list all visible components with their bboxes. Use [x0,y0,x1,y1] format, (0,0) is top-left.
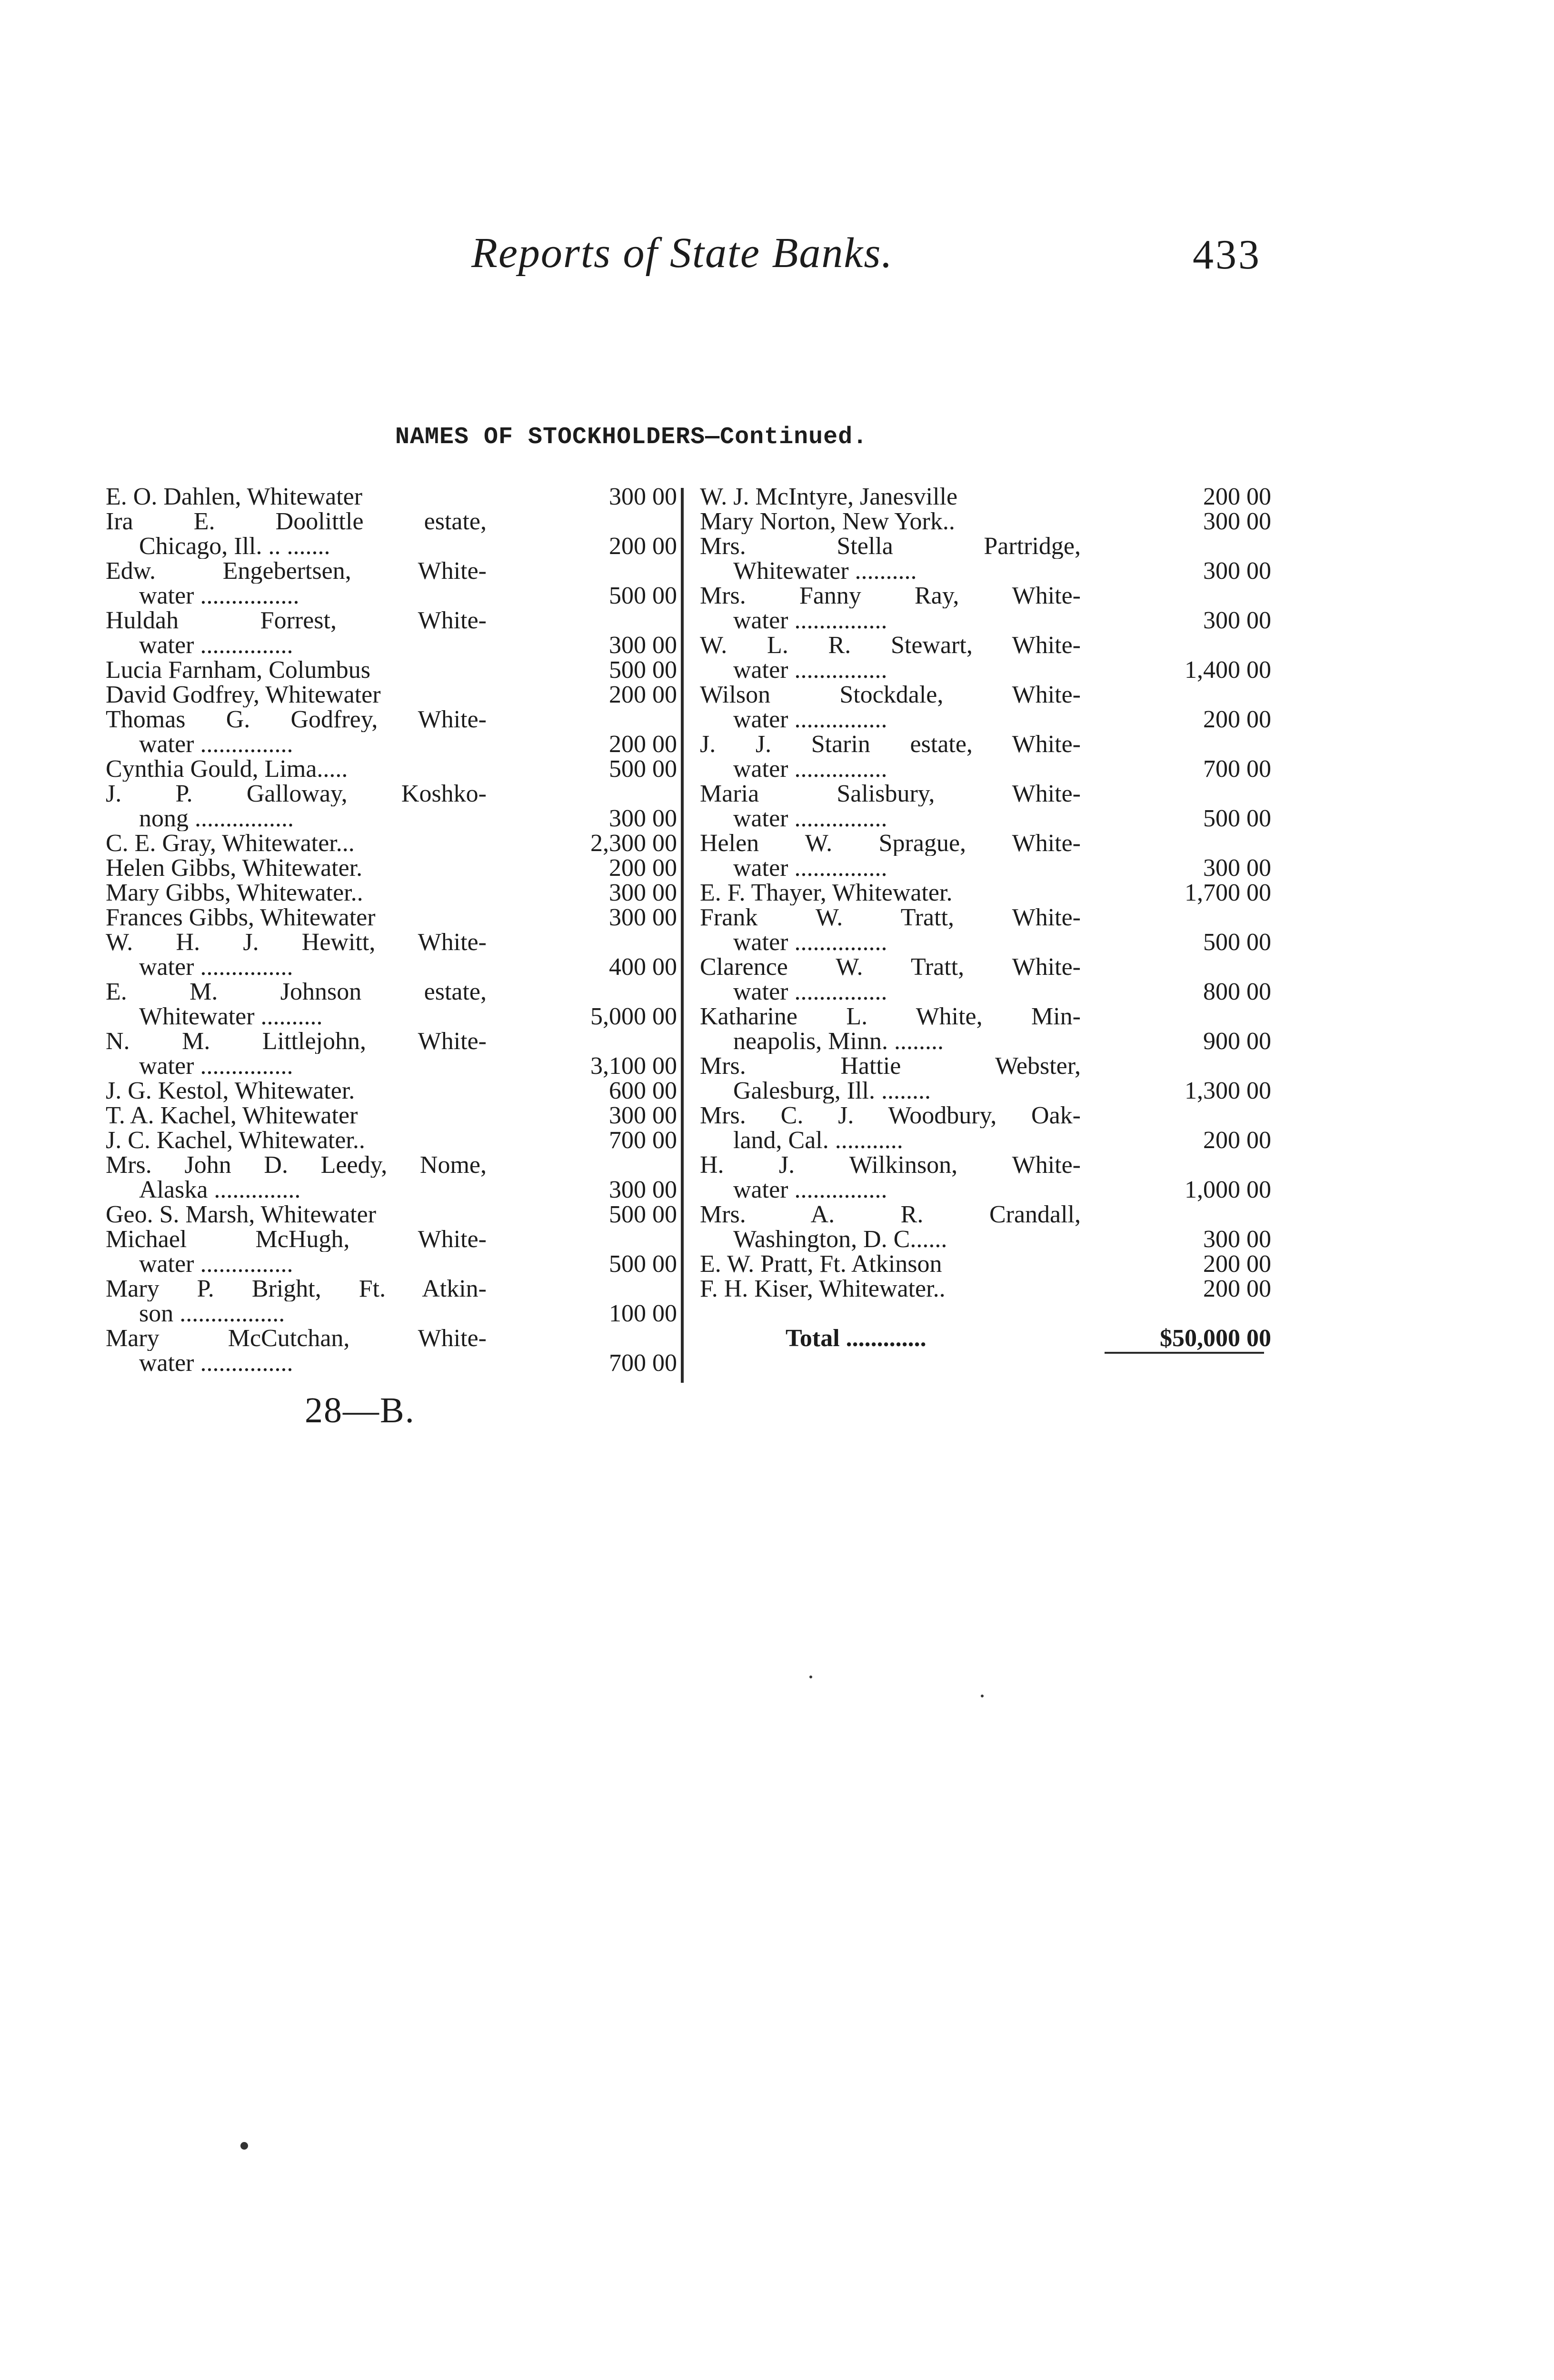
stock-amount: 300 00 [609,805,677,832]
stock-amount: 1,400 00 [1185,656,1271,684]
stock-amount: 500 00 [1203,929,1271,956]
stockholder-name [106,905,487,930]
stockholder-name [700,1252,1081,1277]
stockholder-name [700,881,1081,905]
stock-amount: 600 00 [609,1077,677,1104]
stockholder-name-line: Wilson Stockdale, White- [700,683,1081,707]
stockholder-name [700,831,1081,881]
stock-amount: 200 00 [1203,483,1271,510]
stockholder-row [106,757,677,782]
stockholder-name-line: son ................. [139,1301,285,1326]
stockholder-name-line: N. M. Littlejohn, White- [106,1029,487,1054]
stockholder-name [106,930,487,980]
stock-amount: 300 00 [609,904,677,931]
stock-amount: 400 00 [609,953,677,981]
stockholder-name-line: water ............... [733,707,887,732]
stockholder-name-line: water ............... [733,658,887,683]
stockholder-name-line: Michael McHugh, White- [106,1227,487,1252]
stockholder-row [700,905,1271,955]
stockholder-row [106,707,677,757]
stock-amount: 500 00 [1203,805,1271,832]
stockholder-name [700,955,1081,1004]
stockholder-name-line: Galesburg, Ill. ........ [733,1079,931,1103]
stockholder-column-right [700,485,1271,1351]
stockholder-row [106,831,677,856]
stockholder-row [700,633,1271,683]
stockholder-name-line: Alaska .............. [139,1178,301,1202]
stockholder-row [106,658,677,683]
stockholder-name-line: J. J. Starin estate, White- [700,732,1081,757]
stockholder-row [106,905,677,930]
stockholder-name [106,757,487,782]
stock-amount: 300 00 [1203,607,1271,634]
stockholder-name-line: Edw. Engebertsen, White- [106,559,487,584]
total-row [700,1326,1271,1351]
stockholder-row [106,930,677,980]
print-speck [981,1695,984,1697]
stockholder-name-line: Mrs. A. R. Crandall, [700,1202,1081,1227]
total-label [700,1326,1081,1351]
stockholder-name-line: Mary P. Bright, Ft. Atkin- [106,1277,487,1301]
stock-amount: 300 00 [609,632,677,659]
stockholder-name-line: H. J. Wilkinson, White- [700,1153,1081,1178]
stock-amount: 5,000 00 [590,1003,677,1030]
stockholder-name [106,658,487,683]
stockholder-row [700,831,1271,881]
stockholder-row [700,782,1271,831]
stockholder-row [106,1029,677,1079]
stock-amount: 700 00 [1203,755,1271,783]
stockholder-row [106,782,677,831]
stock-amount: 200 00 [1203,1127,1271,1154]
stockholder-name [106,1153,487,1202]
stockholder-row [700,485,1271,509]
stockholder-name [106,1277,487,1326]
stockholder-name-line: E. M. Johnson estate, [106,980,487,1004]
stock-amount: 200 00 [1203,1275,1271,1302]
stockholder-name-line: Chicago, Ill. .. ....... [139,534,330,559]
stockholder-name-line: J. G. Kestol, Whitewater. [106,1079,355,1103]
stockholder-row [106,1079,677,1103]
stockholder-name [106,485,487,509]
stockholder-name [106,1128,487,1153]
stockholder-name-line: water ............... [139,633,293,658]
stockholder-name-line: Cynthia Gould, Lima..... [106,757,348,782]
stock-amount: 300 00 [609,1176,677,1203]
stock-amount: 300 00 [1203,508,1271,535]
stock-amount: 700 00 [609,1349,677,1377]
total-rule [1105,1352,1264,1354]
stockholder-name-line: Lucia Farnham, Columbus [106,658,371,683]
stockholder-row [700,1252,1271,1277]
stockholder-row [700,1202,1271,1252]
stockholder-row [106,1202,677,1227]
stock-amount: 300 00 [609,1102,677,1129]
stockholder-name-line: Whitewater .......... [733,559,917,584]
stockholder-name [106,559,487,608]
stockholder-name-line: W. H. J. Hewitt, White- [106,930,487,955]
stockholder-name [106,608,487,658]
stockholder-name [106,831,487,856]
stockholder-name [106,881,487,905]
stockholder-name-line: water ............... [139,1252,293,1277]
stockholder-row [106,1153,677,1202]
stockholder-name [106,1326,487,1376]
stockholder-row [700,1054,1271,1103]
stock-amount: 100 00 [609,1300,677,1327]
stockholder-row [106,980,677,1029]
stockholder-name-line: Clarence W. Tratt, White- [700,955,1081,980]
stockholder-name-line: Mrs. Stella Partridge, [700,534,1081,559]
stockholder-name-line: Helen W. Sprague, White- [700,831,1081,856]
stockholder-name [700,1004,1081,1054]
stockholder-name-line: Mrs. Hattie Webster, [700,1054,1081,1079]
stockholder-name-line: David Godfrey, Whitewater [106,683,381,707]
stockholder-name-line: water ............... [733,1178,887,1202]
stockholder-name-line: land, Cal. ........... [733,1128,903,1153]
stockholder-row [700,683,1271,732]
stockholder-name-line: water ............... [733,608,887,633]
stockholder-name-line: T. A. Kachel, Whitewater [106,1103,358,1128]
stockholder-name-line: neapolis, Minn. ........ [733,1029,944,1054]
print-speck [809,1676,812,1678]
stockholder-name-line: E. W. Pratt, Ft. Atkinson [700,1252,942,1277]
stockholder-name-line: nong ................ [139,806,294,831]
stockholder-name-line: Whitewater .......... [139,1004,323,1029]
total-label-text: Total ............. [786,1326,926,1351]
stockholder-name-line: water ................ [139,584,299,608]
stock-amount: 500 00 [609,656,677,684]
stockholder-name [700,1202,1081,1252]
stockholder-row [106,856,677,881]
stock-amount: 800 00 [1203,978,1271,1005]
stockholder-name-line: W. L. R. Stewart, White- [700,633,1081,658]
stockholder-name-line: Helen Gibbs, Whitewater. [106,856,363,881]
stockholder-name-line: water ............... [733,930,887,955]
stock-amount: 1,300 00 [1185,1077,1271,1104]
stockholder-row [700,881,1271,905]
page-number: 433 [1193,232,1261,278]
stockholder-name [106,509,487,559]
stockholder-name-line: Katharine L. White, Min- [700,1004,1081,1029]
stockholder-row [106,1227,677,1277]
stockholder-name-line: Mary Norton, New York.. [700,509,955,534]
stockholder-name-line: Frances Gibbs, Whitewater [106,905,376,930]
stockholder-row [700,509,1271,534]
stockholder-name-line: water ............... [733,980,887,1004]
stockholder-name [700,1153,1081,1202]
stock-amount: 300 00 [609,879,677,906]
stockholder-row [106,608,677,658]
stockholder-name-line: Ira E. Doolittle estate, [106,509,487,534]
stockholder-name-line: water ............... [733,757,887,782]
stockholder-row [700,584,1271,633]
stockholder-row [700,955,1271,1004]
stockholder-name-line: Mary McCutchan, White- [106,1326,487,1351]
stock-amount: 2,300 00 [590,830,677,857]
stockholder-name [106,1029,487,1079]
stockholder-name-line: E. O. Dahlen, Whitewater [106,485,363,509]
stockholder-name-line: Mary Gibbs, Whitewater.. [106,881,363,905]
stockholder-name [106,683,487,707]
stockholder-name-line: J. P. Galloway, Koshko- [106,782,487,806]
stockholder-column-left [106,485,677,1376]
stockholder-name [700,1054,1081,1103]
print-speck [240,2142,248,2150]
stock-amount: 300 00 [1203,557,1271,585]
stockholder-name-line: F. H. Kiser, Whitewater.. [700,1277,946,1301]
stockholder-name [700,1277,1081,1301]
stockholder-name-line: water ............... [139,955,293,980]
stock-amount: 500 00 [609,582,677,609]
stockholder-row [700,534,1271,584]
stockholder-name [700,1103,1081,1153]
stockholder-row [700,1103,1271,1153]
column-divider [681,488,684,1383]
stockholder-name-line: E. F. Thayer, Whitewater. [700,881,953,905]
stockholder-name [700,683,1081,732]
stock-amount: 900 00 [1203,1028,1271,1055]
stockholder-row [106,1128,677,1153]
stockholder-name-line: Mrs. C. J. Woodbury, Oak- [700,1103,1081,1128]
stockholder-name [700,633,1081,683]
stockholder-name [700,485,1081,509]
stock-amount: 200 00 [1203,706,1271,733]
stockholder-name-line: Thomas G. Godfrey, White- [106,707,487,732]
stockholder-row [106,683,677,707]
running-head: Reports of State Banks. [471,229,893,277]
stock-amount: 300 00 [1203,1226,1271,1253]
stockholder-row [700,1277,1271,1301]
stockholder-name [106,707,487,757]
stockholder-name [700,905,1081,955]
stockholder-name-line: water ............... [139,1351,293,1376]
stock-amount: 300 00 [1203,854,1271,882]
stockholder-name [106,1079,487,1103]
signature-mark: 28—B. [305,1390,415,1430]
stockholder-name [700,732,1081,782]
stockholder-name [700,584,1081,633]
stock-amount: 1,700 00 [1185,879,1271,906]
stockholder-name [700,534,1081,584]
total-amount: $50,000 00 [1160,1325,1271,1352]
stockholder-name-line: water ............... [733,806,887,831]
stockholder-name [106,1227,487,1277]
stockholder-row [106,559,677,608]
stock-amount: 300 00 [609,483,677,510]
stock-amount: 1,000 00 [1185,1176,1271,1203]
stockholder-row [700,1153,1271,1202]
stockholder-name-line: Washington, D. C...... [733,1227,947,1252]
stockholder-name-line: C. E. Gray, Whitewater... [106,831,355,856]
stockholder-row [106,485,677,509]
stockholder-name-line: Geo. S. Marsh, Whitewater [106,1202,377,1227]
stockholder-name [700,509,1081,534]
stockholder-row [106,1277,677,1326]
stockholder-row [106,1326,677,1376]
stockholder-name-line: Frank W. Tratt, White- [700,905,1081,930]
stockholder-name-line: Mrs. John D. Leedy, Nome, [106,1153,487,1178]
stock-amount: 500 00 [609,1201,677,1228]
stock-amount: 3,100 00 [590,1052,677,1080]
stockholder-name-line: J. C. Kachel, Whitewater.. [106,1128,365,1153]
stock-amount: 700 00 [609,1127,677,1154]
stockholder-name [106,980,487,1029]
stockholder-name-line: water ............... [139,1054,293,1079]
stockholder-row [700,732,1271,782]
stockholder-name-line: W. J. McIntyre, Janesville [700,485,958,509]
stockholder-row [106,1103,677,1128]
stockholder-name-line: Mrs. Fanny Ray, White- [700,584,1081,608]
stockholder-name-line: Maria Salisbury, White- [700,782,1081,806]
stockholder-name [106,1202,487,1227]
stock-amount: 200 00 [609,533,677,560]
section-heading: NAMES OF STOCKHOLDERS—Continued. [395,424,868,451]
stock-amount: 200 00 [1203,1250,1271,1278]
stock-amount: 200 00 [609,854,677,882]
stockholder-row [700,1004,1271,1054]
stockholder-name [700,782,1081,831]
stockholder-row [106,881,677,905]
stock-amount: 200 00 [609,731,677,758]
stockholder-name-line: water ............... [733,856,887,881]
stockholder-row [106,509,677,559]
stockholder-name-line: Huldah Forrest, White- [106,608,487,633]
stockholder-name [106,782,487,831]
stock-amount: 500 00 [609,1250,677,1278]
stock-amount: 200 00 [609,681,677,708]
stockholder-name-line: water ............... [139,732,293,757]
stock-amount: 500 00 [609,755,677,783]
stockholder-name [106,1103,487,1128]
stockholder-name [106,856,487,881]
